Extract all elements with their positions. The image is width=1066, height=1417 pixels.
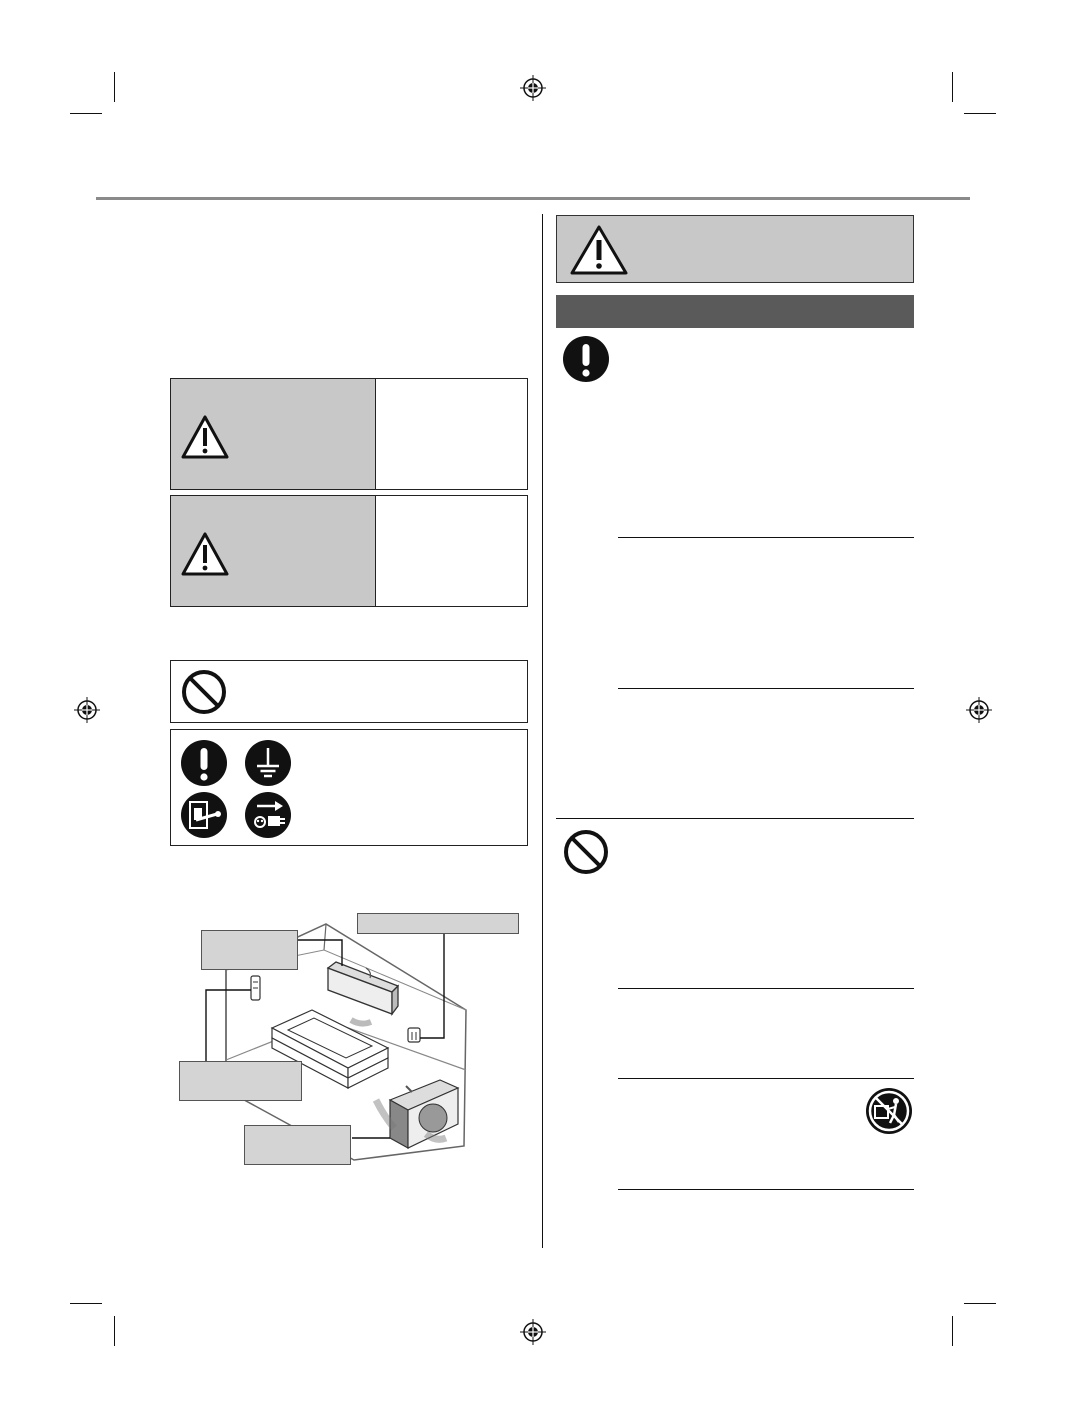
mandatory-symbol-box xyxy=(170,729,528,846)
crop-mark xyxy=(952,72,953,102)
item-divider xyxy=(618,537,914,538)
column-divider xyxy=(542,214,543,1248)
outdoor-unit-label xyxy=(244,1125,351,1165)
registration-mark-icon xyxy=(74,697,100,723)
registration-mark-icon xyxy=(520,75,546,101)
section-divider xyxy=(556,818,914,819)
exclamation-icon xyxy=(181,740,227,786)
item-divider xyxy=(618,1078,914,1079)
crop-mark xyxy=(964,1303,996,1304)
warning-triangle-icon xyxy=(181,532,229,576)
caution-level-box xyxy=(170,495,528,607)
crop-mark xyxy=(70,1303,102,1304)
indoor-unit-label xyxy=(201,930,298,970)
registration-mark-icon xyxy=(520,1319,546,1345)
prohibition-icon xyxy=(563,829,609,875)
crop-mark xyxy=(952,1316,953,1346)
exclamation-icon xyxy=(563,336,609,382)
warning-triangle-icon xyxy=(181,415,229,459)
crop-mark xyxy=(964,113,996,114)
crop-mark xyxy=(114,1316,115,1346)
item-divider xyxy=(618,1189,914,1190)
crop-mark xyxy=(114,72,115,102)
ground-icon xyxy=(245,740,291,786)
item-divider xyxy=(618,688,914,689)
no-climbing-icon xyxy=(866,1088,912,1134)
warning-banner xyxy=(556,215,914,283)
section-header-bar xyxy=(556,295,914,328)
disconnect-plug-icon xyxy=(245,792,291,838)
header-rule xyxy=(96,197,970,200)
warning-triangle-icon xyxy=(570,225,628,275)
unplug-icon xyxy=(181,792,227,838)
prohibition-symbol-box xyxy=(170,660,528,723)
registration-mark-icon xyxy=(966,697,992,723)
warning-level-box xyxy=(170,378,528,490)
crop-mark xyxy=(70,113,102,114)
circuit-breaker-label xyxy=(357,913,519,934)
prohibition-icon xyxy=(181,669,227,715)
item-divider xyxy=(618,988,914,989)
remote-control-label xyxy=(179,1061,302,1101)
